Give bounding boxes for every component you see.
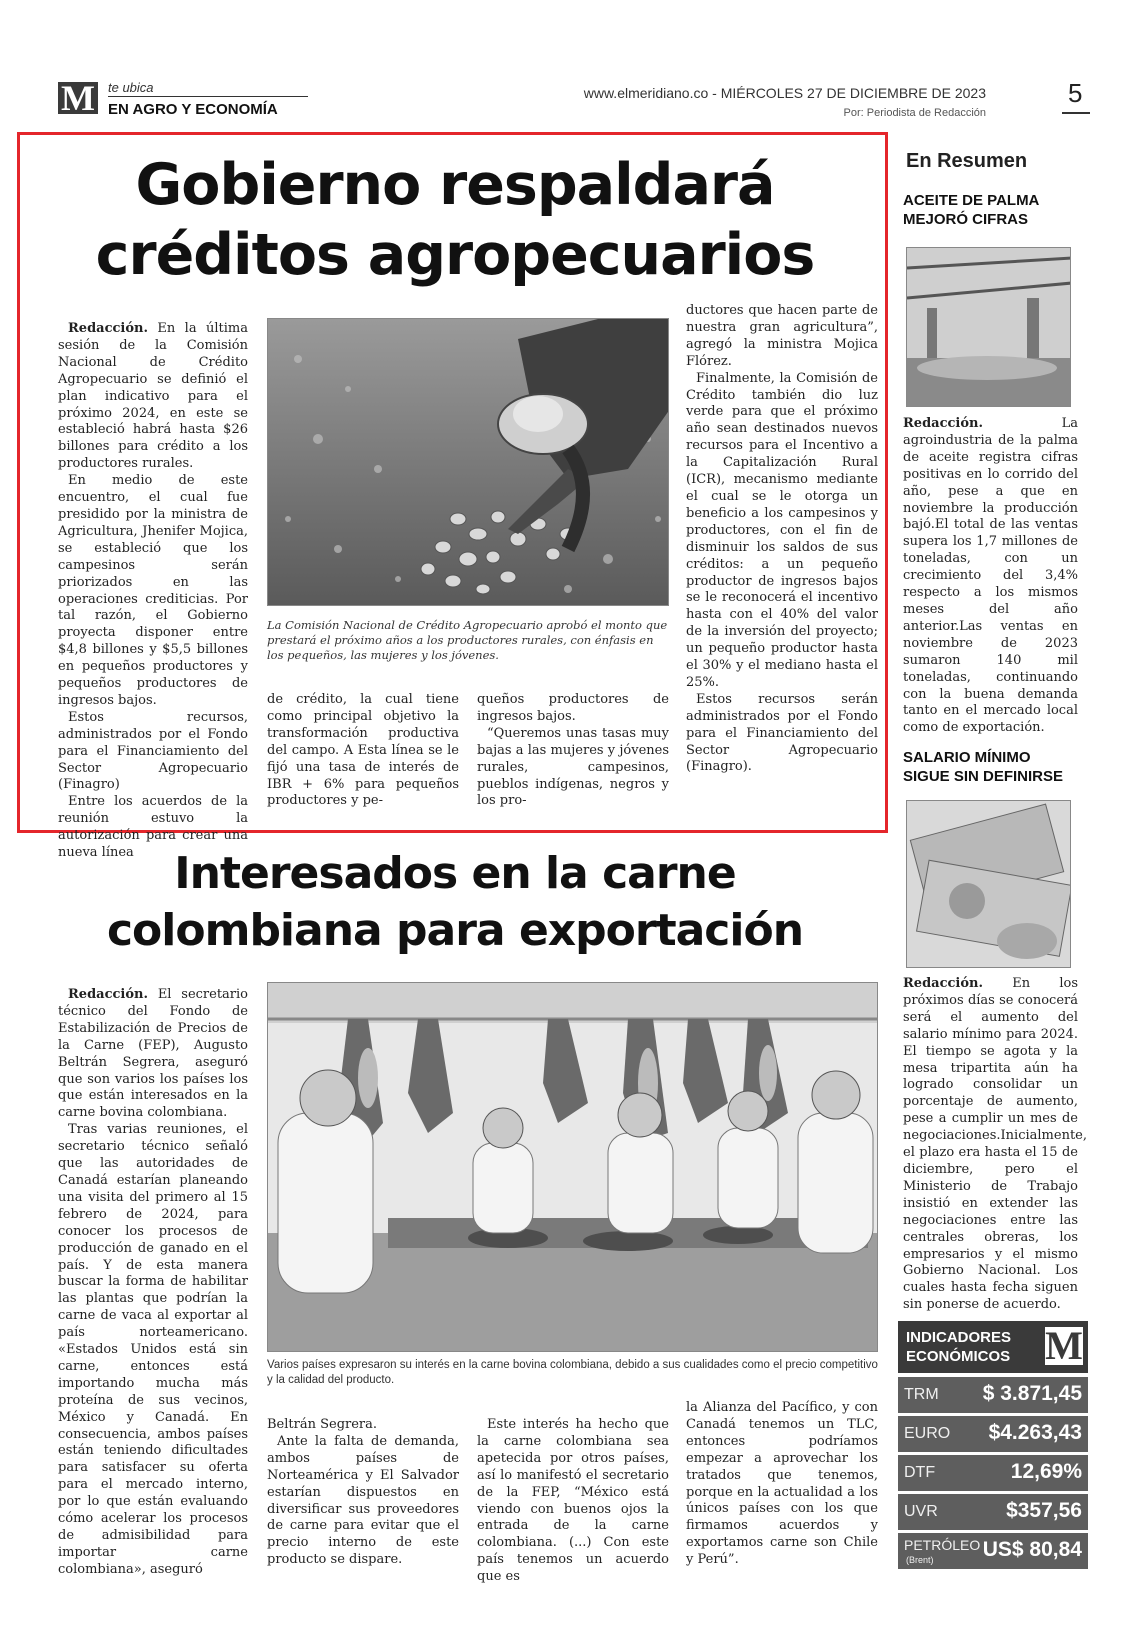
sidebar-item2-lead: Redacción. (903, 976, 984, 991)
article2-headline-line1: Interesados en la carne (174, 848, 736, 899)
article1-photo-caption: La Comisión Nacional de Crédito Agropecuario aprobó el monto que prestará el próximo años a los productores rurales, con énfasis en los pequeños, las mujeres y los jóvenes. (267, 618, 668, 662)
article1-paragraph: En medio de este encuentro, el cual fue presidido por la ministra de Agricultura, Jhenifer Mojica, se estableció que los campesinos serán priorizados en las operaciones crediticias. Por tal razón, el Gobierno proyecta disponer entre $4,8 billones y $5,5 billones en pequeños productores y pequeños productores de ingresos bajos. (58, 473, 248, 708)
sidebar-item2-paragraph (903, 976, 1087, 1314)
farmer-photo-illustration (268, 319, 669, 606)
article2-paragraph: Beltrán Segrera. (267, 1417, 378, 1432)
section-tag: EN AGRO Y ECONOMÍA (108, 101, 278, 118)
article1-column-3 (477, 692, 669, 810)
article1-headline-line1: Gobierno respaldará (135, 152, 775, 218)
sidebar-item2-body (903, 976, 1087, 1314)
industrial-plant-illustration (907, 248, 1071, 407)
article2-text: El secretario técnico del Fondo de Estabilización de Precios de la Carne (FEP), Augusto Beltrán Segrera, aseguró que son varios los países los que están interesados en la carne bovina colombiana. (58, 987, 248, 1121)
article2-paragraph: Este interés ha hecho que la carne colombiana sea apetecida por otros países, así lo manifestó el secretario de la FEP, “México está viendo con buenos ojos la entrada de la carne colombiana. (...) Con este país tenemos un acuerdo que es (477, 1417, 669, 1585)
indicator-row-euro (898, 1416, 1088, 1452)
indicator-value: 12,69% (1010, 1460, 1082, 1483)
section-tag-small: te ubica (108, 80, 154, 95)
indicator-row-uvr (898, 1494, 1088, 1530)
article1-lead: Redacción. (68, 321, 149, 336)
article2-paragraph: Ante la falta de demanda, ambos países de Norteamérica y El Salvador estarían dispuestos en diversificar sus proveedores de carne para evitar que el precio interno de este producto se dispare. (267, 1433, 459, 1568)
article2-headline-line2: colombiana para exportación (106, 905, 804, 956)
article1-paragraph: Entre los acuerdos de la reunión estuvo la autorización para crear una nueva línea (58, 794, 248, 861)
sidebar-item2-headline: SALARIO MÍNIMO SIGUE SIN DEFINIRSE (903, 749, 1064, 785)
meat-processing-photo (267, 982, 878, 1352)
page-number: 5 (1068, 78, 1083, 108)
article1-paragraph: ductores que hacen parte de nuestra gran agricultura”, agregó la ministra Mojica Flórez. (686, 303, 878, 369)
sidebar-item2-text: En los próximos días se conocerá será el aumento del salario mínimo para 2024. El tiempo se agota y la mesa tripartita aún ha logrado consolidar un porcentaje de aumento, pese a cumplir un mes de negociaciones.Inicialmente, el plazo era hasta el 15 de diciembre, pero el Ministerio de Trabajo insistió en extender las negociaciones entre las centrales obreras, los empresarios y el mismo Gobierno Nacional. Los cuales hasta fecha siguen sin ponerse de acuerdo. (903, 976, 1087, 1313)
meat-plant-illustration (268, 983, 878, 1352)
sidebar-item1-text: La agroindustria de la palma de aceite registra cifras positivas en lo corrido del año, pese a que en noviembre la producción bajó.El total de las ventas supera los 1,7 millones de toneladas, con un crecimiento del 3,4% respecto a los mismos meses del año anterior.Las ventas en noviembre de 2023 sumaron 140 mil toneladas, continuando con la buena demanda tanto en el mercado local como de exportación. (903, 416, 1078, 736)
indicator-value: US$ 80,84 (982, 1538, 1082, 1561)
indicator-row-petroleo (898, 1533, 1088, 1569)
indicators-logo: M (1045, 1323, 1083, 1368)
indicator-label: DTF (904, 1464, 936, 1481)
article1-column-2 (267, 692, 459, 810)
article2-paragraph: Tras varias reuniones, el secretario técnico señaló que las autoridades de Canadá estarían planeando una visita del primero al 15 febrero de 2024, para conocer los procesos de producción de ganado en el país. Y de esta manera buscar la forma de habilitar las plantas que podrían la carne de vaca al exportar al país norteamericano. «Estados Unidos está sin carne, entonces está importando mucha más proteína de sus vecinos, México y Canadá. En consecuencia, ambos países están teniendo dificultades para satisfacer su oferta para el mercado interno, por lo que están evaluando cómo acelerar los procesos de admisibilidad para importar carne colombiana», aseguró (58, 1122, 248, 1577)
byline: Por: Periodista de Redacción (843, 107, 986, 119)
indicator-value: $357,56 (1006, 1499, 1082, 1522)
article1-paragraph: de crédito, la cual tiene como principal objetivo la transformación productiva del campo. A Esta línea se le fijó una tasa de interés de IBR + 6% para pequeños productores y pe- (267, 692, 459, 809)
indicator-label: TRM (904, 1386, 939, 1403)
article1-paragraph: Finalmente, la Comisión de Crédito también dio luz verde para que el próximo año sean destinados nuevos recursos para el Incentivo a la Capitalización Rural (ICR), mecanismo mediante el cual se le otorga un beneficio a los campesinos y productores, con el fin de disminuir los saldos de sus créditos: a un pequeño productor de ingresos bajos se le reconocerá el incentivo hasta con el 40% del valor de la inversión del proyecto; un pequeño productor hasta el 30% y el mediano hasta el 25%. (686, 370, 878, 690)
sidebar-item1-paragraph (903, 416, 1078, 737)
indicator-label: EURO (904, 1425, 951, 1442)
article2-column-3 (477, 1417, 669, 1586)
article2-headline (30, 845, 880, 959)
section-rule (108, 96, 308, 97)
article1-paragraph: queños productores de ingresos bajos. (477, 692, 669, 724)
site-and-date: www.elmeridiano.co - MIÉRCOLES 27 DE DICIEMBRE DE 2023 (583, 85, 986, 101)
article1-headline (30, 150, 880, 290)
article1-column-4 (686, 303, 878, 776)
indicator-value: $4.263,43 (988, 1421, 1082, 1444)
article2-column-4 (686, 1400, 878, 1569)
sidebar-item1-body (903, 416, 1078, 737)
article1-paragraph: Estos recursos serán administrados por el Fondo para el Financiamiento del Sector Agropecuario (Finagro). (686, 691, 878, 775)
indicator-row-trm (898, 1377, 1088, 1413)
article1-paragraph (58, 321, 248, 473)
sidebar-item1-headline: ACEITE DE PALMA MEJORÓ CIFRAS (903, 192, 1039, 228)
article1-headline-line2: créditos agropecuarios (95, 222, 815, 288)
indicator-label: PETRÓLEO (904, 1537, 981, 1553)
article1-paragraph: Estos recursos, administrados por el Fondo para el Financiamiento del Sector Agropecuario (Finagro) (58, 709, 248, 793)
article1-paragraph: “Queremos unas tasas muy bajas a las mujeres y jóvenes rurales, campesinos, pueblos indígenas, negros y los pro- (477, 725, 669, 809)
article2-paragraph: la Alianza del Pacífico, y con Canadá tenemos un TLC, entonces podríamos empezar a aprovechar los tratados que tenemos, porque en la actualidad a los únicos países con los que firmamos acuerdos y exportamos carne son Chile y Perú”. (686, 1400, 878, 1568)
indicator-label: UVR (904, 1503, 938, 1520)
banknotes-illustration (907, 801, 1071, 968)
newspaper-logo: M (58, 82, 98, 114)
indicator-value: $ 3.871,45 (982, 1382, 1082, 1405)
indicators-title: INDICADORES ECONÓMICOS (906, 1329, 1012, 1365)
article1-column-1 (58, 321, 248, 862)
indicator-sublabel: (Brent) (906, 1555, 934, 1565)
article2-column-1 (58, 987, 248, 1579)
article2-paragraph (58, 987, 248, 1122)
money-photo (906, 800, 1071, 968)
article2-photo-caption: Varios países expresaron su interés en la carne bovina colombiana, debido a sus cualidades como el precio competitivo y la calidad del producto. (267, 1359, 878, 1386)
indicator-row-dtf (898, 1455, 1088, 1491)
article1-text: En la última sesión de la Comisión Nacional de Crédito Agropecuario se definió el plan indicativo para el próximo 2024, en este se estableció habrá hasta $26 billones para crédito a los productores rurales. (58, 321, 248, 472)
farmer-potatoes-photo (267, 318, 669, 606)
sidebar-item1-lead: Redacción. (903, 416, 984, 431)
sidebar-title: En Resumen (906, 150, 1028, 172)
article2-lead: Redacción. (68, 987, 149, 1002)
article2-column-2 (267, 1417, 459, 1569)
palm-oil-plant-photo (906, 247, 1071, 407)
page-number-rule (1062, 112, 1090, 114)
